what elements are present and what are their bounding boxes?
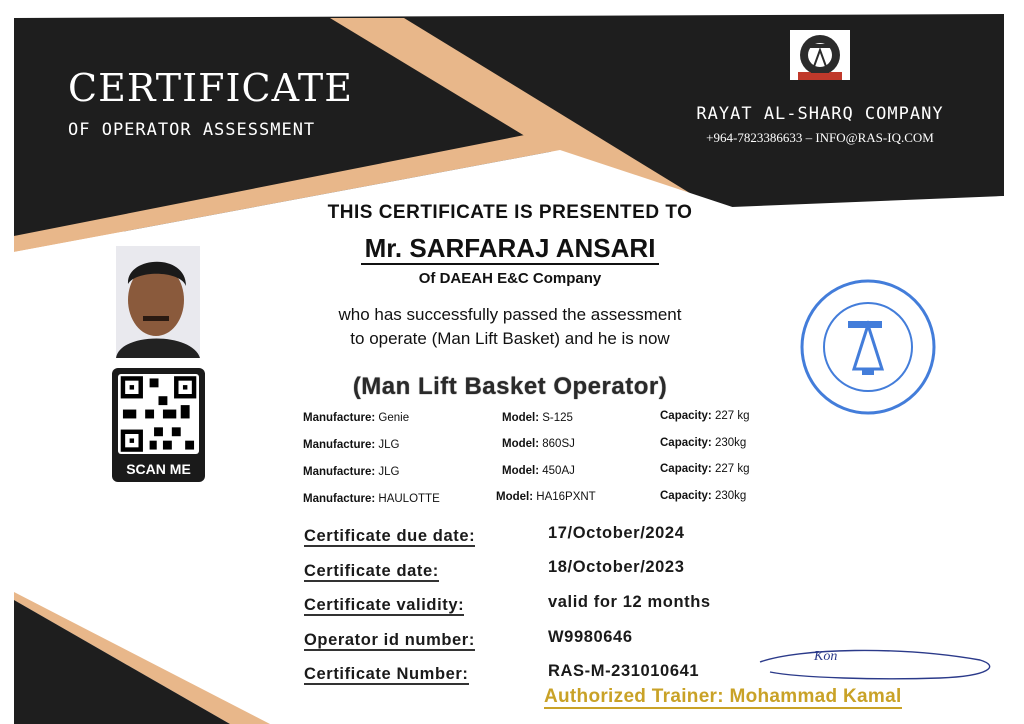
recipient-name: Mr. SARFARAJ ANSARI	[361, 233, 660, 265]
equipment-model: Model: 450AJ	[502, 465, 575, 477]
detail-label: Certificate validity:	[304, 596, 465, 614]
description-line-2: to operate (Man Lift Basket) and he is now	[350, 329, 670, 348]
equipment-capacity: Capacity: 227 kg	[660, 410, 750, 422]
qr-scan-label: SCAN ME	[126, 461, 191, 477]
description-line-1: who has successfully passed the assessment	[338, 305, 682, 324]
detail-value: W9980646	[548, 628, 633, 646]
detail-value: 17/October/2024	[548, 524, 685, 542]
recipient-name-wrap	[240, 233, 780, 264]
equipment-capacity: Capacity: 230kg	[660, 437, 747, 449]
equipment-model: Model: 860SJ	[502, 438, 575, 450]
operator-role: (Man Lift Basket Operator)	[352, 373, 668, 400]
qr-pattern-icon	[118, 374, 199, 454]
assessment-description	[240, 303, 780, 351]
authorized-trainer: Authorized Trainer: Mohammad Kamal	[544, 686, 902, 707]
equipment-row: Manufacture: Genie	[303, 412, 410, 424]
company-logo	[790, 30, 850, 80]
equipment-row: Manufacture: HAULOTTE	[303, 493, 440, 505]
qr-code[interactable]	[118, 374, 199, 454]
detail-value: valid for 12 months	[548, 593, 711, 611]
detail-label: Certificate due date:	[304, 527, 476, 545]
detail-label: Certificate Number:	[304, 665, 469, 683]
company-name: RAYAT AL-SHARQ COMPANY	[696, 104, 944, 124]
equipment-model: Model: S-125	[502, 412, 573, 424]
certificate-title: CERTIFICATE	[68, 66, 354, 110]
equipment-model: Model: HA16PXNT	[496, 491, 596, 503]
recipient-company: Of DAEAH E&C Company	[418, 270, 602, 287]
signature-mark	[760, 650, 990, 678]
equipment-capacity: Capacity: 227 kg	[660, 463, 750, 475]
detail-value: 18/October/2023	[548, 558, 685, 576]
operator-photo	[116, 246, 200, 358]
svg-text:Kon: Kon	[814, 649, 838, 664]
certificate-subtitle: OF OPERATOR ASSESSMENT	[68, 120, 316, 140]
presented-line: THIS CERTIFICATE IS PRESENTED TO	[327, 202, 693, 223]
equipment-row: Manufacture: JLG	[303, 439, 400, 451]
detail-value: RAS-M-231010641	[548, 662, 700, 680]
equipment-row: Manufacture: JLG	[303, 466, 400, 478]
detail-label: Operator id number:	[304, 631, 475, 649]
equipment-capacity: Capacity: 230kg	[660, 490, 747, 502]
company-stamp	[802, 281, 934, 413]
detail-label: Certificate date:	[304, 562, 439, 580]
company-contact: +964-7823386633 – INFO@RAS-IQ.COM	[706, 130, 934, 145]
